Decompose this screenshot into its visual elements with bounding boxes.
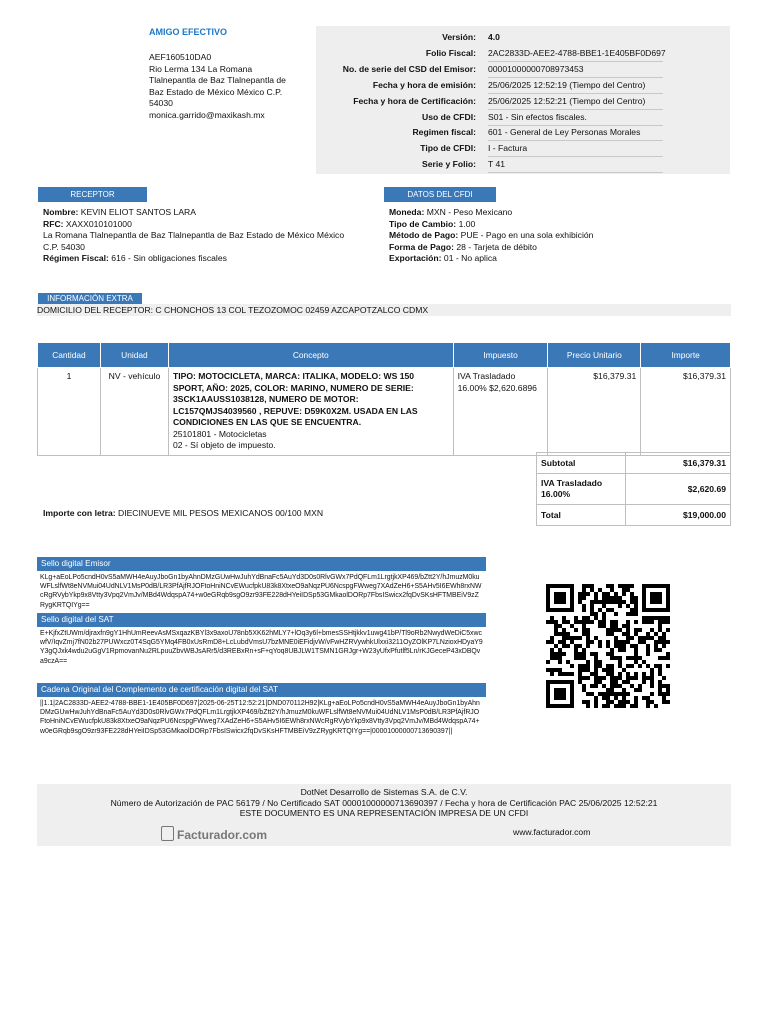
cfdi-header-value: 4.0 xyxy=(488,32,500,42)
receptor-regimen: 616 - Sin obligaciones fiscales xyxy=(111,253,227,263)
cell-importe: $16,379.31 xyxy=(641,368,731,456)
emisor-address-line: Tlalnepantla de Baz Tlalnepantla de xyxy=(149,75,286,85)
cell-concepto xyxy=(168,368,453,456)
importe-letra-value: DIECINUEVE MIL PESOS MEXICANOS 00/100 MXN xyxy=(117,508,324,518)
datos-label: Forma de Pago: xyxy=(389,241,454,252)
cfdi-header-value: S01 - Sin efectos fiscales. xyxy=(488,110,663,126)
cfdi-header-value: 601 - General de Ley Personas Morales xyxy=(488,125,663,141)
total-value: $19,000.00 xyxy=(626,505,731,526)
datos-cfdi-tag: DATOS DEL CFDI xyxy=(384,187,496,202)
emisor-rfc: AEF160510DA0 xyxy=(149,52,212,62)
footer-disclaimer: ESTE DOCUMENTO ES UNA REPRESENTACIÓN IMPRESA DE UN CFDI xyxy=(239,808,529,818)
receptor-rfc: XAXX010101000 xyxy=(65,218,132,229)
receptor-nombre-label: Nombre: xyxy=(43,207,79,217)
cfdi-header-row xyxy=(316,30,730,45)
cfdi-header-value: I - Factura xyxy=(488,141,663,157)
col-concepto: Concepto xyxy=(168,343,453,368)
cfdi-header-label: Versión: xyxy=(442,32,476,42)
concepto-line: 3SCK1AAUSS1038128, NUMERO DE MOTOR: xyxy=(172,394,359,404)
cfdi-header-row xyxy=(316,141,730,156)
info-extra-tag: INFORMACIÓN EXTRA xyxy=(38,293,142,304)
concepto-line: CONDICIONES EN LAS QUE SE ENCUENTRA. xyxy=(172,417,362,427)
subtotal-value: $16,379.31 xyxy=(626,453,731,474)
iva-label: IVA Trasladado 16.00% xyxy=(537,474,626,505)
datos-value: 01 - No aplica xyxy=(443,253,497,263)
emisor-address-line: 54030 xyxy=(149,98,173,108)
cfdi-header-label: Tipo de CFDI: xyxy=(420,143,476,154)
receptor-rfc-label: RFC: xyxy=(43,218,64,229)
importe-letra xyxy=(43,508,323,520)
totals-row xyxy=(537,453,731,474)
col-impuesto: Impuesto xyxy=(453,343,548,368)
datos-value: 1.00 xyxy=(458,218,476,229)
cfdi-header-label: Fecha y hora de Certificación: xyxy=(353,95,476,106)
receptor-domicilio: La Romana Tlalnepantla de Baz Tlalnepantla de Baz Estado de México México xyxy=(43,230,345,240)
qr-code xyxy=(546,584,670,708)
items-table xyxy=(37,342,731,456)
cell-precio: $16,379.31 xyxy=(548,368,641,456)
concepto-line: SPORT, AÑO: 2025, COLOR: MARINO, NUMERO DE SERIE: xyxy=(172,382,414,393)
datos-label: Método de Pago: xyxy=(389,230,459,240)
sello-emisor-text: KLg+aEoLPo5cndH0vS5aMWH4eAuyJboGn1byAhnDMzGUwHwJuhYdBnaFc5AuYd3D0s0RlvGWx7PdQFLm1LrgtjkXP469/bZtt2Y/hJmuzM0kuWFLslfWt8eNVMui04UdNLV1MsP0dB/LR3PfAjfRJOFtoHniNCvEWucfpkU83k8XtxeO9aNqzPU6NcspgFWweg7XAdZeH6+S5AHv5I6EWh8rxNWcRgRVybYkp9x8Vtty3Vpq2VmJv/MBd4WdqspA74+w0eGRqb9sgO9zr93FE228dHYeiIDSp53GMkaolDORp7FbsISwicx2fqDvSKsHFTMBEiV9zZRygKRTQIYg== xyxy=(40,574,482,609)
footer-url[interactable]: www.facturador.com xyxy=(513,827,591,837)
cfdi-header-value: 25/06/2025 12:52:19 (Tiempo del Centro) xyxy=(488,78,663,94)
datos-cfdi-info xyxy=(389,207,729,265)
cfdi-header-row xyxy=(316,157,730,172)
emisor-name: AMIGO EFECTIVO xyxy=(149,27,228,37)
concepto-objeto: 02 - Sí objeto de impuesto. xyxy=(172,440,276,450)
col-unidad: Unidad xyxy=(100,343,168,368)
cfdi-header-label: Regimen fiscal: xyxy=(412,127,476,138)
emisor-address-line: Baz Estado de México México C.P. xyxy=(149,86,283,97)
col-precio: Precio Unitario xyxy=(548,343,641,368)
receptor-nombre: KEVIN ELIOT SANTOS LARA xyxy=(80,207,196,217)
cfdi-header-row xyxy=(316,110,730,125)
receptor-domicilio: C.P. 54030 xyxy=(43,241,85,252)
footer-logo xyxy=(161,826,267,842)
footer-pac: Número de Autorización de PAC 56179 / No Certificado SAT 00001000000713690397 / Fecha y hora de Certificación PAC 25/06/2025 12:52:21 xyxy=(110,797,658,808)
sello-sat-title: Sello digital del SAT xyxy=(37,613,486,627)
items-header-row xyxy=(38,343,731,368)
cell-impuesto xyxy=(453,368,548,456)
cfdi-header-row xyxy=(316,46,730,61)
cell-cantidad: 1 xyxy=(38,368,101,456)
cfdi-header-label: Uso de CFDI: xyxy=(422,111,476,122)
col-importe: Importe xyxy=(641,343,731,368)
emisor-address-line: Rio Lerma 134 La Romana xyxy=(149,63,253,74)
receptor-regimen-label: Régimen Fiscal: xyxy=(43,253,109,263)
emisor-info xyxy=(149,52,286,121)
receptor-tag: RECEPTOR xyxy=(38,187,147,202)
importe-letra-label: Importe con letra: xyxy=(43,508,116,518)
totals-row xyxy=(537,505,731,526)
concepto-clave: 25101801 - Motocicletas xyxy=(172,428,267,439)
total-label: Total xyxy=(537,505,626,526)
datos-label: Moneda: xyxy=(389,207,425,217)
datos-label: Exportación: xyxy=(389,253,442,263)
cfdi-header-value: 25/06/2025 12:52:21 (Tiempo del Centro) xyxy=(488,94,663,110)
cfdi-header-value: T 41 xyxy=(488,157,663,173)
cadena-original-title: Cadena Original del Complemento de certificación digital del SAT xyxy=(37,683,486,697)
col-cantidad: Cantidad xyxy=(38,343,101,368)
emisor-email: monica.garrido@maxikash.mx xyxy=(149,109,265,120)
cadena-original-text: ||1.1|2AC2833D-AEE2-4788-BBE1-1E405BF0D697|2025-06-25T12:52:21|DND070112H92|KLg+aEoLPo5cndH0vS5aMWH4eAuyJboGn1byAhnDMzGUwHwJuhYdBnaFc5AuYd3D0s0RlvGWx7PdQFLm1LrgtjkXP469/bZtt2Y/hJmuzM0kuWFLslfWt8eNVMui04UdNLV1MsP0dB/LR3PfAjfRJOFtoHniNCvEWucfpkU83k8XtxeO9aNqzPU6NcspgFWweg7XAdZeH6+S5AHv5I6EWh8rxNWcRgRVybYkp9x8Vtty3Vpq2VmJv/MBd4WdqspA74+w0eGRqb9sgO9zr93FE228dHYeiIDSp53GMkaolDORp7FbsISwicx2fqDvSKsHFTMBEiV9zZRygKRTQIYg==|00001000000713690397|| xyxy=(40,700,480,735)
facturador-logo-icon xyxy=(161,826,174,841)
subtotal-label: Subtotal xyxy=(537,453,626,474)
cfdi-header-label: Fecha y hora de emisión: xyxy=(372,79,476,90)
iva-value: $2,620.69 xyxy=(626,474,731,505)
cfdi-header-box xyxy=(316,26,730,174)
cfdi-header-row xyxy=(316,78,730,93)
concepto-line: TIPO: MOTOCICLETA, MARCA: ITALIKA, MODELO: WS 150 xyxy=(172,371,415,381)
impuesto-line: 16.00% $2,620.6896 xyxy=(457,382,537,393)
sello-sat-text: E+KjfxZtUWm/djraxfn9gY1HhUmReevAsMSxqazKBYl3x9axoU78nb5XK62hMLY7+lOq3y6l+bmesSSHtjkkv1uwg41bP/Tl9oRb2NwydWeDiC5xwcwfV/IqvZmj7fN02b27PUWxcz0T4SqG5YMq4FB0xUsRmD8+LcLubdVmsU7bzMNE0iEFidjvW/vFwHZRVywhkUlxxi3211OyZOlKP7LNzioxHDyaY9Y3gQJxk4wdu2uGgV1RpmovanNu2RLpuuZbvWBJsARr5/d3REBxRn+sF+qYoq8UBJLW1TSMN1GRJgr+W23yUfxPfutlf5Ln/rKJGeceP43xDBQva9czA== xyxy=(40,630,483,665)
table-row xyxy=(38,368,731,456)
seals-block xyxy=(37,557,486,738)
receptor-info xyxy=(43,207,378,265)
cell-unidad: NV - vehículo xyxy=(100,368,168,456)
sello-emisor-title: Sello digital Emisor xyxy=(37,557,486,571)
cfdi-header-label: Serie y Folio: xyxy=(422,159,476,170)
totals-row xyxy=(537,474,731,505)
footer-logo-text: Facturador.com xyxy=(177,828,268,842)
datos-label: Tipo de Cambio: xyxy=(389,218,457,229)
totals-table xyxy=(536,452,731,526)
cfdi-header-label: No. de serie del CSD del Emisor: xyxy=(342,63,476,74)
cfdi-header-value: 2AC2833D-AEE2-4788-BBE1-1E405BF0D697 xyxy=(488,46,663,62)
concepto-line: LC157QMJS4039560 , REPUVE: D59K0X2M. USADA EN LAS xyxy=(172,405,418,416)
cfdi-header-row xyxy=(316,94,730,109)
cfdi-header-label: Folio Fiscal: xyxy=(425,47,476,58)
cfdi-header-row xyxy=(316,125,730,140)
datos-value: 28 - Tarjeta de débito xyxy=(456,241,537,252)
impuesto-line: IVA Trasladado xyxy=(457,371,516,381)
footer-company: DotNet Desarrollo de Sistemas S.A. de C.V. xyxy=(300,787,468,797)
info-extra-text: DOMICILIO DEL RECEPTOR: C CHONCHOS 13 COL TEZOZOMOC 02459 AZCAPOTZALCO CDMX xyxy=(37,304,731,316)
datos-value: PUE - Pago en una sola exhibición xyxy=(460,230,594,240)
cfdi-header-value: 00001000000708973453 xyxy=(488,62,663,78)
footer xyxy=(37,784,731,846)
cfdi-header-row xyxy=(316,62,730,77)
datos-value: MXN - Peso Mexicano xyxy=(426,207,513,217)
